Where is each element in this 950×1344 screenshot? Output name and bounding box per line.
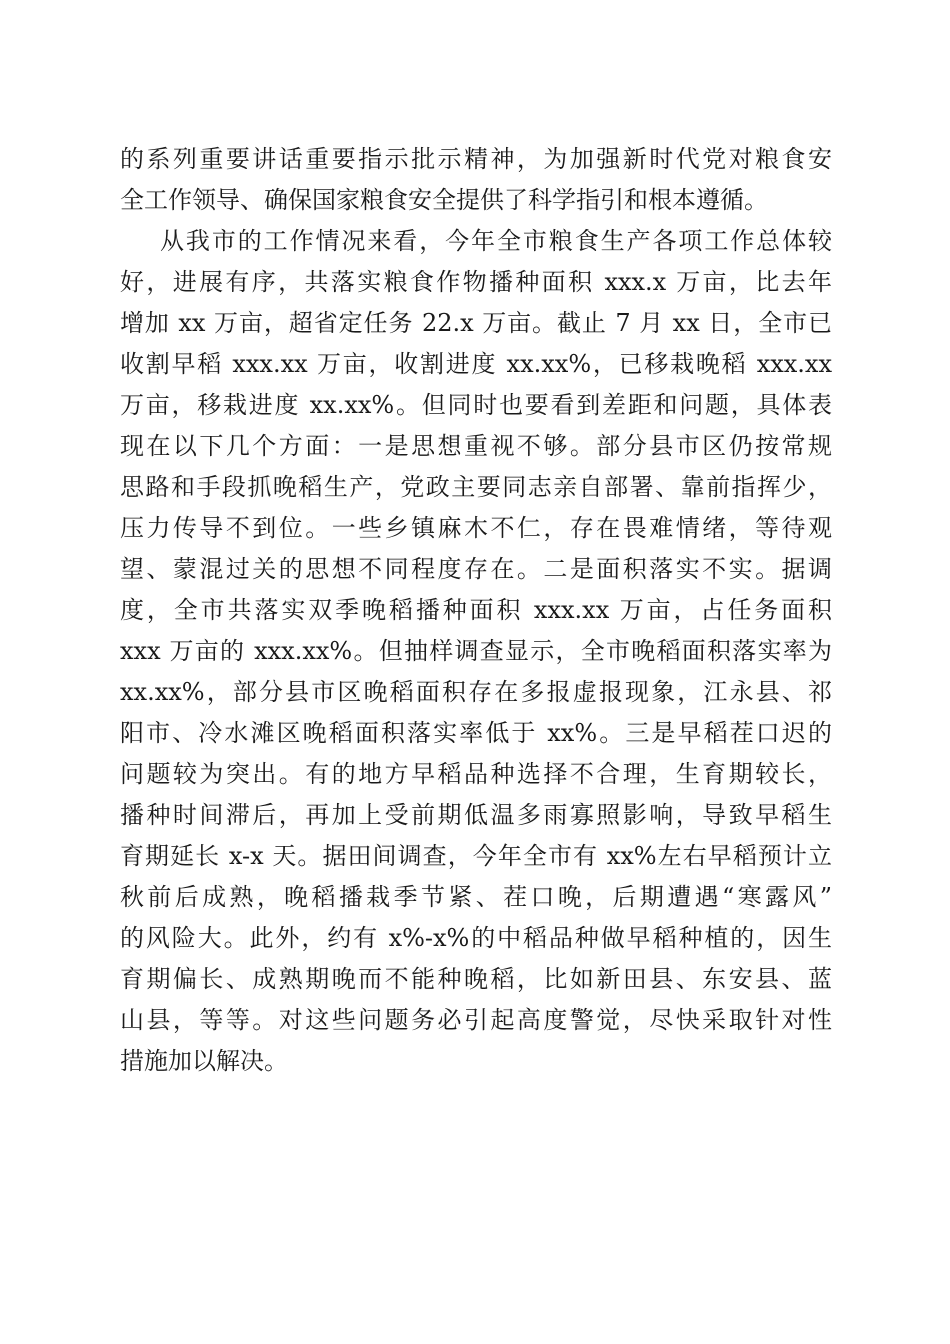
text-line: xx.xx%，部分县市区晚稻面积存在多报虚报现象，江永县、祁 [120,678,832,706]
text-line: 压力传导不到位。一些乡镇麻木不仁，存在畏难情绪，等待观 [120,514,832,542]
text-line: 万亩，移栽进度 xx.xx%。但同时也要看到差距和问题，具体表 [120,391,832,419]
body-text [120,139,832,1082]
text-line: 增加 xx 万亩，超省定任务 22.x 万亩。截止 7 月 xx 日，全市已 [120,309,832,337]
text-line: 度，全市共落实双季晚稻播种面积 xxx.xx 万亩，占任务面积 [120,596,832,624]
text-line: 的风险大。此外，约有 x%-x%的中稻品种做早稻种植的，因生 [120,924,832,952]
text-line: 秋前后成熟，晚稻播栽季节紧、茬口晚，后期遭遇“寒露风” [120,883,832,911]
text-line: 的系列重要讲话重要指示批示精神，为加强新时代党对粮食安 [120,145,832,173]
text-line: 好，进展有序，共落实粮食作物播种面积 xxx.x 万亩，比去年 [120,268,832,296]
text-line: 全工作领导、确保国家粮食安全提供了科学指引和根本遵循。 [120,186,768,214]
text-line: 望、蒙混过关的思想不同程度存在。二是面积落实不实。据调 [120,555,832,583]
text-line: xxx 万亩的 xxx.xx%。但抽样调查显示，全市晚稻面积落实率为 [120,637,832,665]
text-line: 育期延长 x-x 天。据田间调查，今年全市有 xx%左右早稻预计立 [120,842,832,870]
text-line: 山县，等等。对这些问题务必引起高度警觉，尽快采取针对性 [120,1006,832,1034]
text-line: 播种时间滞后，再加上受前期低温多雨寡照影响，导致早稻生 [120,801,832,829]
text-line: 思路和手段抓晚稻生产，党政主要同志亲自部署、靠前指挥少， [120,473,832,501]
paragraph-start-line: 从我市的工作情况来看，今年全市粮食生产各项工作总体较 [160,227,832,255]
text-line: 育期偏长、成熟期晚而不能种晚稻，比如新田县、东安县、蓝 [120,965,832,993]
text-line: 收割早稻 xxx.xx 万亩，收割进度 xx.xx%，已移栽晚稻 xxx.xx [120,350,832,378]
text-line: 阳市、冷水滩区晚稻面积落实率低于 xx%。三是早稻茬口迟的 [120,719,832,747]
text-line: 问题较为突出。有的地方早稻品种选择不合理，生育期较长， [120,760,832,788]
paragraph-end-line: 措施加以解决。 [120,1047,288,1075]
text-line: 现在以下几个方面：一是思想重视不够。部分县市区仍按常规 [120,432,832,460]
